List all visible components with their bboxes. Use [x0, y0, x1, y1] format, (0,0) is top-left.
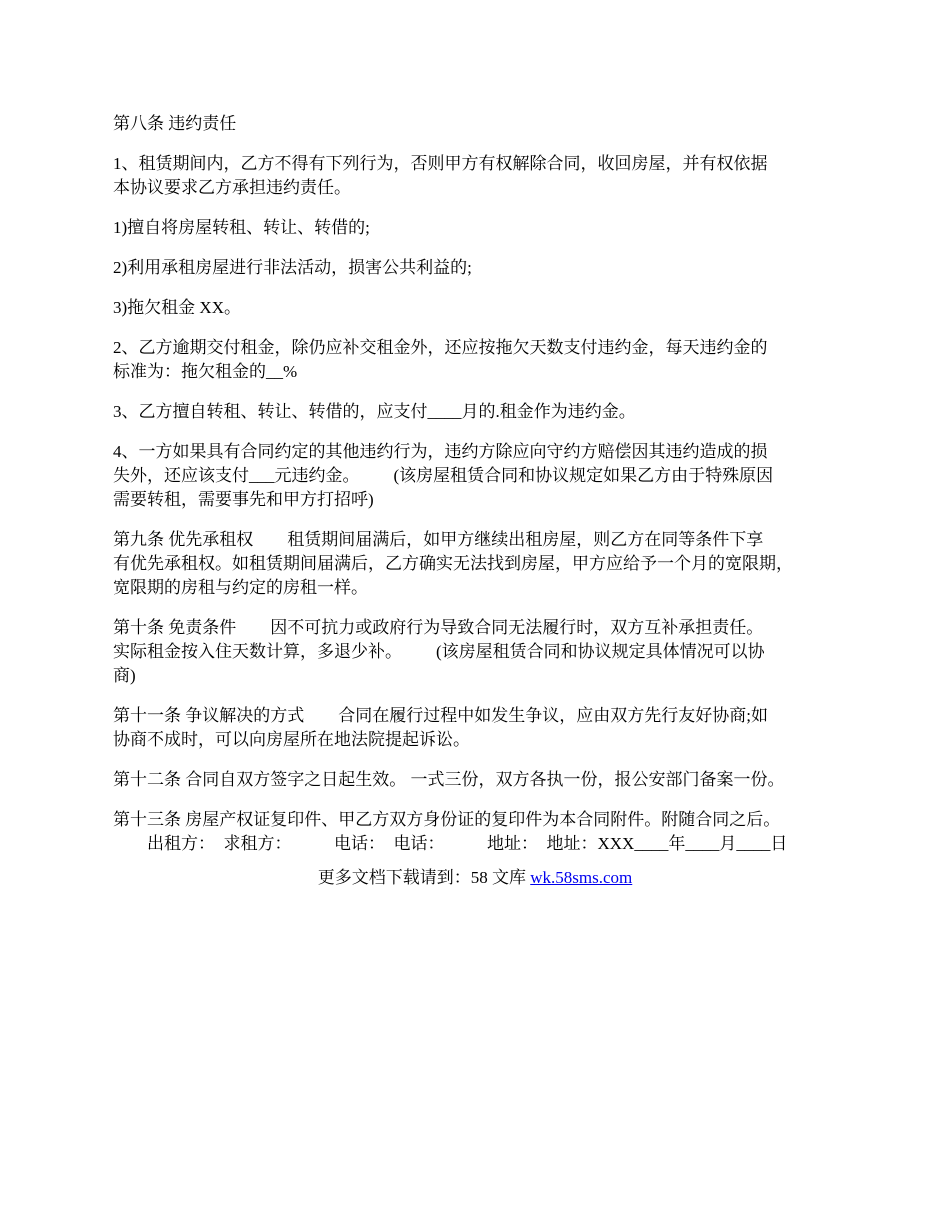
footer-text: 更多文档下载请到：58 文库	[317, 868, 531, 887]
article-11: 第十一条 争议解决的方式 合同在履行过程中如发生争议，应由双方先行友好协商;如 协商不成时，可以向房屋所在地法院提起诉讼。	[113, 706, 768, 749]
clause-8-1-item-1: 1)擅自将房屋转租、转让、转借的;	[113, 218, 370, 237]
clause-8-1: 1、租赁期间内，乙方不得有下列行为，否则甲方有权解除合同，收回房屋，并有权依据 本协议要求乙方承担违约责任。	[113, 154, 768, 197]
clause-8-2: 2、乙方逾期交付租金，除仍应补交租金外，还应按拖欠天数支付违约金，每天违约金的 标准为：拖欠租金的__%	[113, 338, 768, 381]
clause-8-4: 4、一方如果具有合同约定的其他违约行为，违约方除应向守约方赔偿因其违约造成的损 失外，还应该支付___元违约金。 (该房屋租赁合同和协议规定如果乙方由于特殊原因 需要转租，需要事先和甲方打招呼)	[113, 442, 774, 509]
article-8-heading: 第八条 违约责任	[113, 114, 237, 133]
footer-link[interactable]: wk.58sms.com	[530, 868, 633, 887]
clause-8-1-item-3: 3)拖欠租金 XX。	[113, 298, 241, 317]
footer-download-note	[0, 866, 950, 890]
article-13-and-signatures: 第十三条 房屋产权证复印件、甲乙方双方身份证的复印件为本合同附件。附随合同之后。 出租方： 求租方： 电话： 电话： 地址： 地址：XXX____年____月____日	[113, 810, 788, 853]
article-12: 第十二条 合同自双方签字之日起生效。 一式三份，双方各执一份，报公安部门备案一份。	[113, 770, 785, 789]
clause-8-3: 3、乙方擅自转租、转让、转借的，应支付____月的.租金作为违约金。	[113, 402, 636, 421]
article-9: 第九条 优先承租权 租赁期间届满后，如甲方继续出租房屋，则乙方在同等条件下享 有优先承租权。如租赁期间届满后，乙方确实无法找到房屋，甲方应给予一个月的宽限期， 宽限期的房租与约定的房租一样。	[113, 530, 793, 597]
clause-8-1-item-2: 2)利用承租房屋进行非法活动，损害公共利益的;	[113, 258, 472, 277]
article-10: 第十条 免责条件 因不可抗力或政府行为导致合同无法履行时，双方互补承担责任。 实际租金按入住天数计算，多退少补。 (该房屋租赁合同和协议规定具体情况可以协 商)	[113, 618, 765, 685]
document-body	[113, 112, 853, 856]
